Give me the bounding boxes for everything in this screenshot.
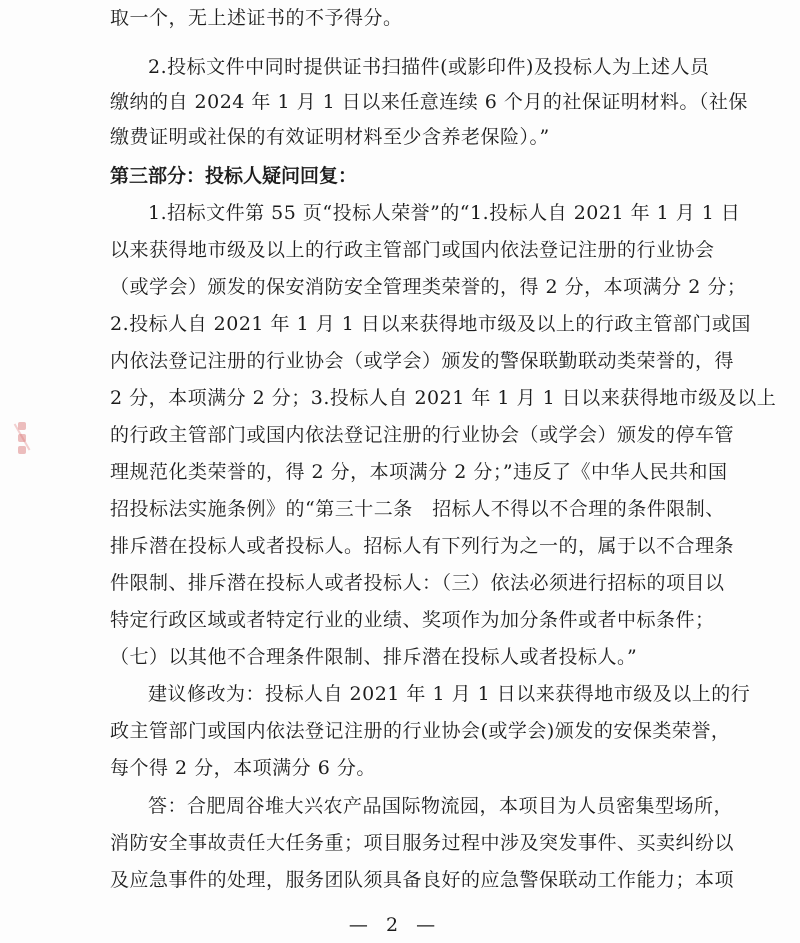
text-line: 缴费证明或社保的有效证明材料至少含养老保险）。” [110, 126, 550, 148]
text-line: 内依法登记注册的行业协会（或学会）颁发的警保联勤联动类荣誉的，得 [110, 350, 735, 372]
text-line: （七）以其他不合理条件限制、排斥潜在投标人或者投标人。” [110, 646, 638, 668]
text-line: 理规范化类荣誉的，得 2 分，本项满分 2 分；”违反了《中华人民共和国 [110, 461, 728, 483]
text-line: 以来获得地市级及以上的行政主管部门或国内依法登记注册的行业协会 [110, 239, 715, 261]
seal-stamp-mark [18, 418, 32, 478]
text-line: 特定行政区域或者特定行业的业绩、奖项作为加分条件或者中标条件； [110, 609, 715, 631]
text-line: 及应急事件的处理，服务团队须具备良好的应急警保联动工作能力；本项 [110, 869, 735, 891]
text-line: 2.投标文件中同时提供证书扫描件(或影印件)及投标人为上述人员 [148, 56, 710, 78]
text-line: 2.投标人自 2021 年 1 月 1 日以来获得地市级及以上的行政主管部门或国 [110, 313, 751, 335]
text-line: 答：合肥周谷堆大兴农产品国际物流园，本项目为人员密集型场所， [148, 795, 734, 817]
text-line: 招投标法实施条例》的“第三十二条 招标人不得以不合理的条件限制、 [110, 498, 725, 520]
text-line: 缴纳的自 2024 年 1 月 1 日以来任意连续 6 个月的社保证明材料。（社保 [110, 91, 748, 113]
page-number: — 2 — [348, 914, 442, 936]
text-line: 取一个，无上述证书的不予得分。 [110, 7, 403, 29]
text-line: 每个得 2 分，本项满分 6 分。 [110, 757, 376, 779]
text-line: 排斥潜在投标人或者投标人。招标人有下列行为之一的，属于以不合理条 [110, 535, 735, 557]
text-line: 的行政主管部门或国内依法登记注册的行业协会（或学会）颁发的停车管 [110, 424, 735, 446]
text-line: 消防安全事故责任大任务重；项目服务过程中涉及突发事件、买卖纠纷以 [110, 832, 735, 854]
text-line: 1.招标文件第 55 页“投标人荣誉”的“1.投标人自 2021 年 1 月 1 日 [148, 202, 741, 224]
text-line: 2 分，本项满分 2 分；3.投标人自 2021 年 1 月 1 日以来获得地市级及以上 [110, 387, 777, 409]
text-line: （或学会）颁发的保安消防安全管理类荣誉的，得 2 分，本项满分 2 分； [110, 276, 747, 298]
text-line: 政主管部门或国内依法登记注册的行业协会(或学会)颁发的安保类荣誉， [110, 720, 731, 742]
section-heading: 第三部分：投标人疑问回复： [110, 165, 358, 187]
text-line: 件限制、排斥潜在投标人或者投标人：（三）依法必须进行招标的项目以 [110, 572, 725, 594]
text-line: 建议修改为：投标人自 2021 年 1 月 1 日以来获得地市级及以上的行 [148, 683, 751, 705]
